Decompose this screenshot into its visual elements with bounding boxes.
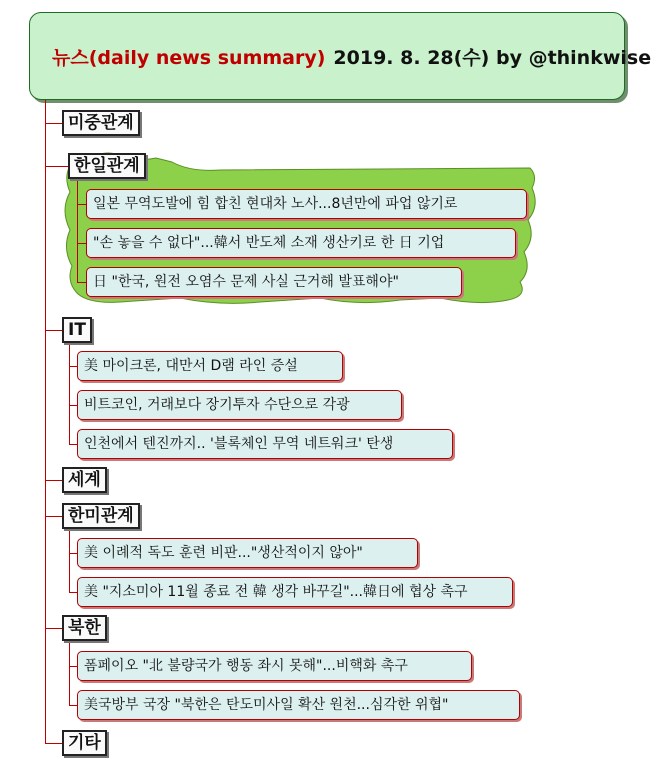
connector [69, 405, 77, 406]
connector [77, 282, 86, 283]
connector [77, 204, 86, 205]
category-etc[interactable]: 기타 [62, 730, 107, 756]
connector [45, 166, 68, 167]
root-node[interactable] [29, 12, 652, 100]
connector [69, 553, 77, 554]
news-item[interactable]: 인천에서 텐진까지.. '블록체인 무역 네트워크' 탄생 [77, 429, 453, 459]
news-item[interactable]: "손 놓을 수 없다"...韓서 반도체 소재 생산키로 한 日 기업 [86, 228, 516, 258]
category-korea-us[interactable]: 한미관계 [62, 503, 140, 529]
connector [69, 641, 70, 705]
news-item[interactable]: 美 "지소미아 11월 종료 전 韓 생각 바꾸길"...韓日에 협상 촉구 [77, 577, 513, 607]
news-item[interactable]: 일본 무역도발에 힘 합친 현대차 노사...8년만에 파업 않기로 [86, 189, 527, 219]
connector [45, 330, 62, 331]
connector [69, 592, 77, 593]
main-connector [45, 100, 46, 744]
connector [77, 180, 78, 282]
connector [69, 444, 77, 445]
root-subtitle: 2019. 8. 28(수) by @thinkwise [333, 46, 652, 69]
news-item[interactable]: 美 이례적 독도 훈련 비판..."생산적이지 않아" [77, 538, 418, 568]
category-north-korea[interactable]: 북한 [62, 615, 107, 641]
news-item[interactable]: 美국방부 국장 "북한은 탄도미사일 확산 원천...심각한 위협" [77, 690, 520, 720]
category-it[interactable]: IT [62, 317, 92, 343]
category-us-china[interactable]: 미중관계 [62, 110, 140, 136]
root-title: 뉴스(daily news summary) [52, 46, 326, 69]
connector [69, 529, 70, 592]
connector [45, 123, 62, 124]
news-item[interactable]: 日 "한국, 원전 오염수 문제 사실 근거해 발표해야" [86, 267, 462, 297]
category-world[interactable]: 세계 [62, 467, 107, 493]
category-korea-japan[interactable]: 한일관계 [68, 153, 146, 179]
news-item[interactable]: 美 마이크론, 대만서 D램 라인 증설 [77, 351, 343, 381]
connector [69, 705, 77, 706]
connector [45, 628, 62, 629]
connector [45, 516, 62, 517]
connector [77, 243, 86, 244]
connector [45, 480, 62, 481]
connector [69, 366, 77, 367]
connector [69, 343, 70, 444]
news-item[interactable]: 비트코인, 거래보다 장기투자 수단으로 각광 [77, 390, 402, 420]
connector [45, 743, 62, 744]
news-item[interactable]: 폼페이오 "北 불량국가 행동 좌시 못해"...비핵화 촉구 [77, 651, 472, 681]
connector [69, 666, 77, 667]
